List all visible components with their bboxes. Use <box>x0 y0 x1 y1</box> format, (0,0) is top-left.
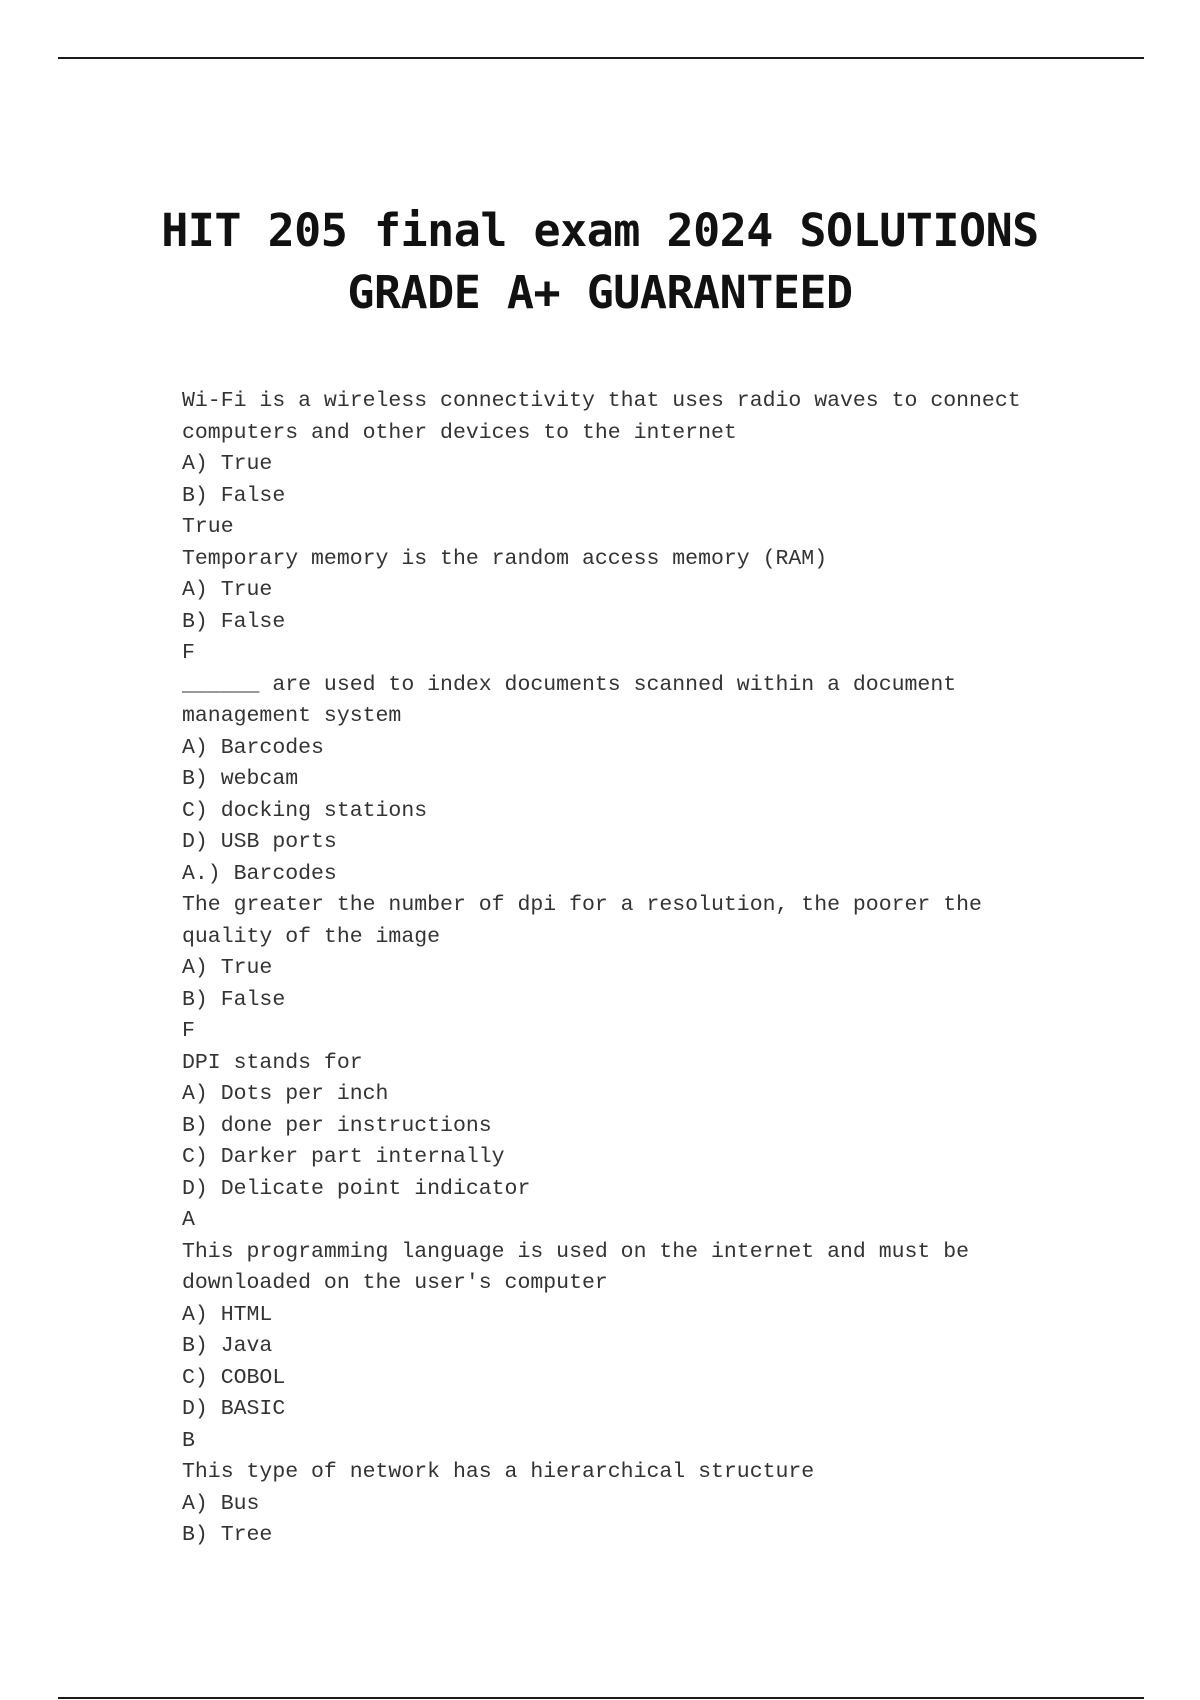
text-line: A) Dots per inch <box>182 1082 389 1106</box>
text-line: This type of network has a hierarchical structure <box>182 1460 815 1484</box>
text-line: D) Delicate point indicator <box>182 1176 531 1201</box>
text-line: B) done per instructions <box>182 1113 492 1138</box>
text-line: B) Java <box>182 1334 273 1358</box>
text-line: management system <box>182 704 402 728</box>
text-line: B) webcam <box>182 767 299 791</box>
title-line-1: HIT 205 final exam 2024 SOLUTIONS <box>161 204 1039 257</box>
text-line: Temporary memory is the random access memory (RAM) <box>182 546 828 571</box>
text-line: F <box>182 641 195 665</box>
text-line: True <box>182 515 234 539</box>
text-line: A.) Barcodes <box>182 861 337 886</box>
text-line: quality of the image <box>182 924 441 949</box>
title-line-2: GRADE A+ GUARANTEED <box>347 266 853 319</box>
text-line: A) True <box>182 452 273 476</box>
text-line: A) True <box>182 956 273 980</box>
text-line: C) COBOL <box>182 1365 286 1390</box>
top-rule <box>58 57 1144 59</box>
bottom-rule <box>58 1697 1144 1699</box>
text-line: F <box>182 1019 195 1043</box>
text-line: computers and other devices to the internet <box>182 420 737 445</box>
text-line: A) Bus <box>182 1491 260 1516</box>
document-body <box>182 386 1142 1552</box>
text-line: ______ are used to index documents scanned within a document <box>182 672 957 697</box>
text-line: D) USB ports <box>182 830 337 854</box>
text-line: B) False <box>182 609 286 634</box>
text-line: C) Darker part internally <box>182 1145 505 1169</box>
text-line: A <box>182 1208 195 1232</box>
text-line: DPI stands for <box>182 1050 363 1075</box>
text-line: The greater the number of dpi for a resolution, the poorer the <box>182 893 982 917</box>
text-line: This programming language is used on the internet and must be <box>182 1239 970 1264</box>
text-line: B) Tree <box>182 1523 273 1547</box>
text-line: B) False <box>182 987 286 1012</box>
text-line: B <box>182 1428 195 1453</box>
text-line: A) True <box>182 578 273 602</box>
text-line: C) docking stations <box>182 798 428 823</box>
text-line: Wi-Fi is a wireless connectivity that uses radio waves to connect <box>182 389 1021 413</box>
text-line: B) False <box>182 483 286 508</box>
text-line: A) HTML <box>182 1302 273 1327</box>
text-line: A) Barcodes <box>182 735 324 760</box>
document-title <box>0 200 1200 324</box>
text-line: D) BASIC <box>182 1397 286 1421</box>
text-line: downloaded on the user's computer <box>182 1271 608 1295</box>
